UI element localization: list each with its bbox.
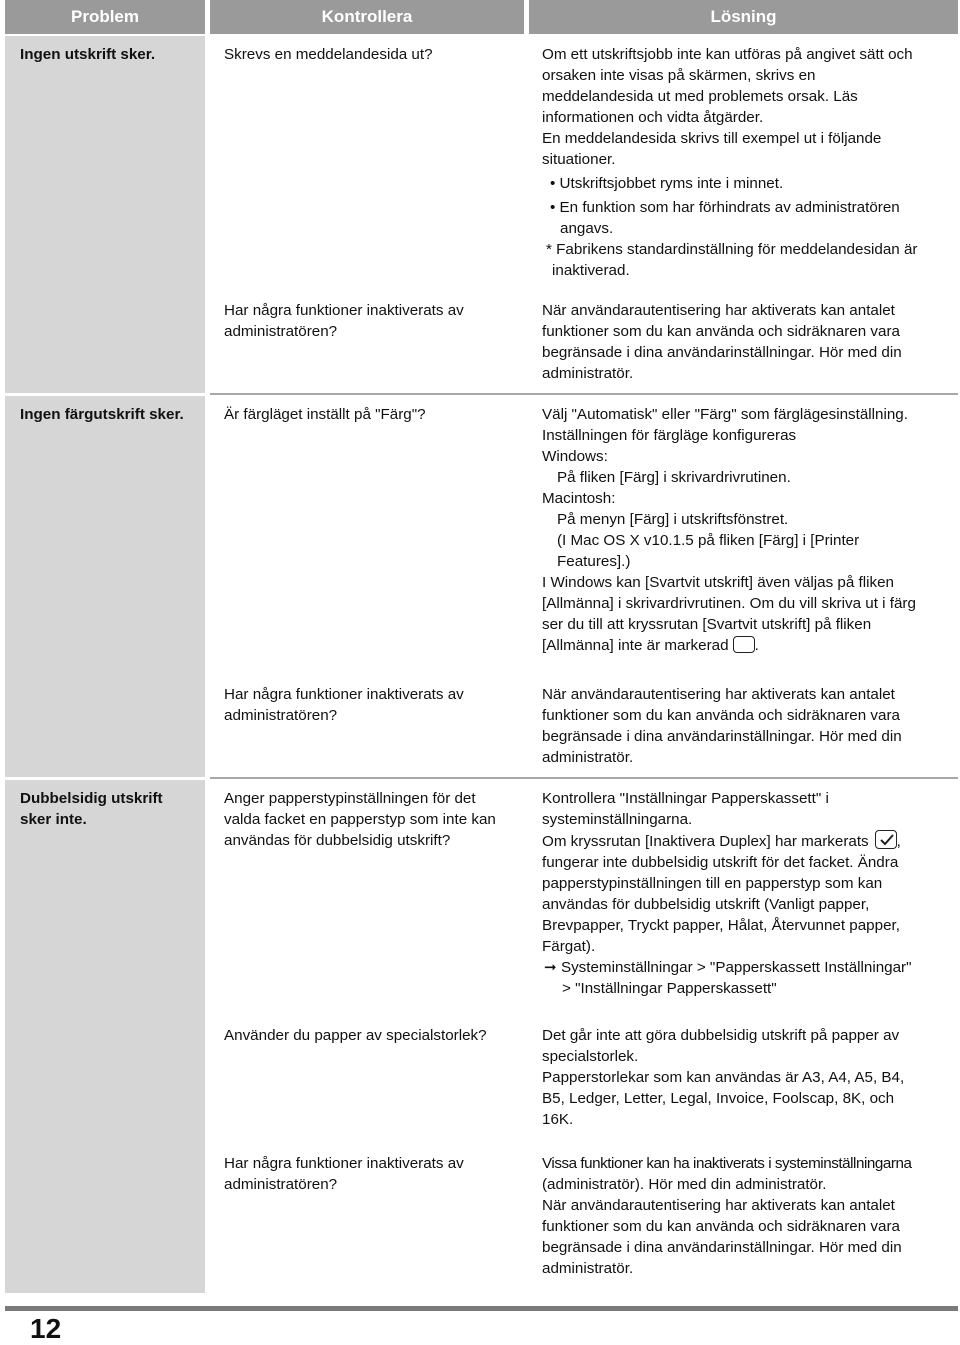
unchecked-checkbox-icon [733, 636, 755, 653]
solution-paper-type: Kontrollera "Inställningar Papperskassett" i systeminställningarna. Om kryssrutan [Inaktivera Duplex] har markerats , fungerar inte dubbelsidig utskrift för det facket. Ändra papperstypinställningen till en papperstyp som kan användas för dubbelsidig utskrift (Vanligt papper, Brevpapper, Tryckt papper, Hålat, Återvunnet papper, Färgat). ➞ Systeminställningar > "Papperskassett Inställningar" > "Inställningar Papperskassett" [542, 790, 912, 997]
check-special-size: Använder du papper av specialstorlek? [224, 1027, 487, 1044]
solution-message-page: Om ett utskriftsjobb inte kan utföras på angivet sätt och orsaken inte visas på skärmen, skrivs en meddelandesida ut med problemets orsak. Läs informationen och vidta åtgärder. En meddelandesida skrivs till exempel ut i följande situationer. • Utskriftsjobbet ryms inte i minnet. • En funktion som har förhindrats av administratören angavs. * Fabrikens standardinställning för meddelandesidan är inaktiverad. [542, 46, 918, 279]
check-admin-disabled-1: Har några funktioner inaktiverats av administratören? [224, 302, 464, 340]
problem-no-duplex: Dubbelsidig utskrift sker inte. [20, 790, 163, 828]
check-paper-type: Anger papperstypinställningen för det valda facket en papperstyp som inte kan användas för dubbelsidig utskrift? [224, 790, 496, 849]
problem-no-color-printing: Ingen färgutskrift sker. [20, 406, 184, 423]
arrow-reference: ➞ Systeminställningar > "Papperskassett Inställningar" [544, 959, 912, 976]
check-color-mode: Är färgläget inställt på "Färg"? [224, 406, 426, 423]
problem-cell-3 [5, 780, 205, 1293]
row-separator [210, 777, 958, 779]
footer-rule [5, 1306, 958, 1311]
solution-special-size: Det går inte att göra dubbelsidig utskrift på papper av specialstorlek. Papperstorlekar som kan användas är A3, A4, A5, B4, B5, Ledger, Letter, Legal, Invoice, Foolscap, 8K, och 16K. [542, 1027, 905, 1128]
problem-cell-2 [5, 396, 205, 777]
check-admin-disabled-3: Har några funktioner inaktiverats av administratören? [224, 1155, 464, 1193]
header-problem: Problem [5, 0, 205, 34]
row-separator [210, 393, 958, 395]
checked-checkbox-icon [875, 830, 897, 849]
page-number: 12 [30, 1313, 62, 1344]
solution-admin-functions: Vissa funktioner kan ha inaktiverats i systeminställningarna (administratör). Hör med din administratör. När användarautentisering har aktiverats kan antalet funktioner som du kan använda och sidräknaren vara begränsade i dina användarinställningar. Hör med din administratör. [542, 1155, 912, 1277]
solution-user-auth-1: När användarautentisering har aktiverats kan antalet funktioner som du kan använda och sidräknaren vara begränsade i dina användarinställningar. Hör med din administratör. [542, 302, 902, 382]
solution-color-mode: Välj "Automatisk" eller "Färg" som färglägesinställning. Inställningen för färgläge konfigureras Windows: På fliken [Färg] i skrivardrivrutinen. Macintosh: På menyn [Färg] i utskriftsfönstret. (I Mac OS X v10.1.5 på fliken [Färg] i [Printer Features].) I Windows kan [Svartvit utskrift] även väljas på fliken [Allmänna] i skrivardrivrutinen. Om du vill skriva ut i färg ser du till att kryssrutan [Svartvit utskrift] på fliken [Allmänna] inte är markerad . [542, 406, 916, 654]
check-admin-disabled-2: Har några funktioner inaktiverats av administratören? [224, 686, 464, 724]
header-solution: Lösning [529, 0, 958, 34]
solution-user-auth-2: När användarautentisering har aktiverats kan antalet funktioner som du kan använda och sidräknaren vara begränsade i dina användarinställningar. Hör med din administratör. [542, 686, 902, 766]
check-message-page: Skrevs en meddelandesida ut? [224, 46, 433, 63]
header-check: Kontrollera [210, 0, 524, 34]
problem-cell-1 [5, 36, 205, 393]
problem-no-printing: Ingen utskrift sker. [20, 46, 156, 63]
